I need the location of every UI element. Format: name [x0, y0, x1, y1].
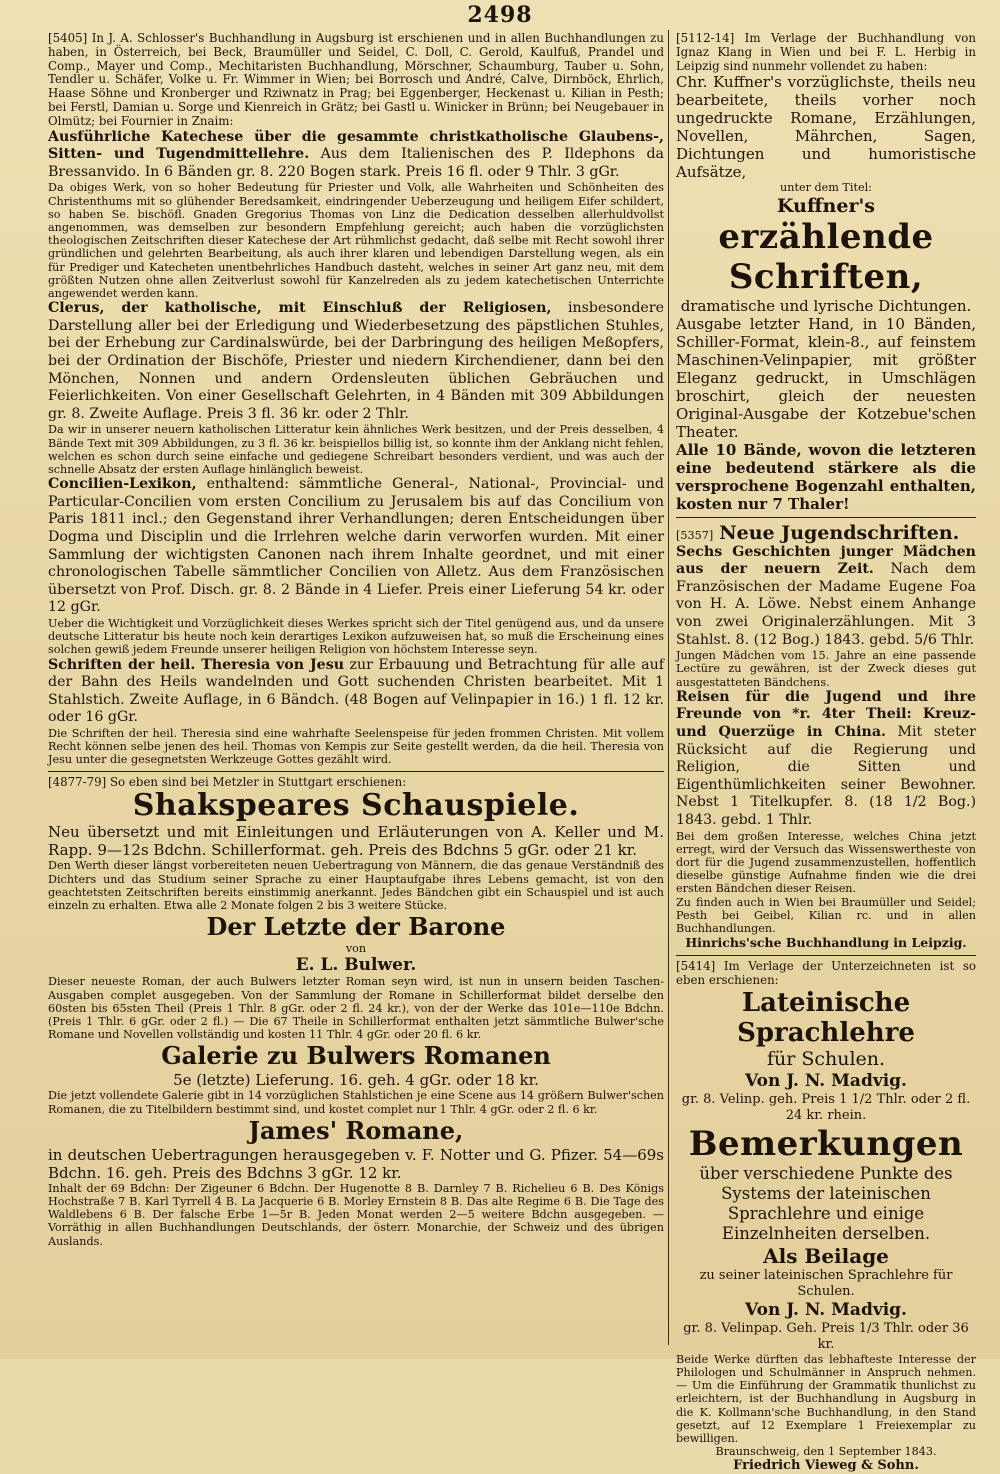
kuffner-name: Kuffner's — [777, 194, 875, 217]
bemerkungen-author: Von J. N. Madvig. — [745, 1299, 907, 1320]
clerus-title: Clerus, der katholische, mit Einschluß der Religiosen, — [48, 300, 552, 317]
bemerkungen-body: über verschiedene Punkte des Systems der lateinischen Sprachlehre und einige Einzelnheiten derselben. — [699, 1163, 953, 1243]
shakspeare-note: Den Werth dieser längst vorbereiteten neuen Uebertragung von Männern, die das genaue Verständniß des Dichters und das Studium seiner Sprache zu einer Hauptaufgabe ihres Lebens gemacht, ist von den geachtetsten Zeitschriften bereits einstimmig anerkannt. Jedes Bändchen gibt ein Schauspiel und ist auch einzeln zu erhalten. Etwa alle 2 Monate folgen 2 bis 3 weitere Stücke. — [48, 859, 664, 912]
divider — [676, 517, 976, 518]
schlosser-intro: [5405] In J. A. Schlosser's Buchhandlung in Augsburg ist erschienen und in allen Buchhandlungen zu haben, in Österreich, bei Beck, Braumüller und Seidel, C. Doll, C. Gerold, Kaulfuß, Prandel und Comp., Mayer und Comp., Mechitaristen Buchhandlung, Mörschner, Schaumburg, Tauber u. Sohn, Tendler u. Schäfer, Volke u. Fr. Wimmer in Wien; bei Borrosch und André, Calve, Dirnböck, Ehrlich, Haase Söhne und Kronberger und Rziwnatz in Prag; bei Eggenberger, Heckenast u. Kilian in Pesth; bei Ferstl, Damian u. Sorge und Kienreich in Grätz; bei Gastl u. Winicker in Brünn; bei Neugebauer in Olmütz; bei Fournier in Znaim: — [48, 31, 664, 128]
james-body: in deutschen Uebertragungen herausgegeben v. F. Notter und G. Pfizer. 54—69s Bdchn. 16. geh. Preis des Bdchns 3 gGr. 12 kr. — [48, 1145, 664, 1182]
kuffner-title: erzählende Schriften, — [718, 216, 934, 297]
reisen-body: Mit steter Rücksicht auf die Regierung und Religion, die Sitten und Eigenthümlichkeiten seiner Bewohner. Nebst 1 Titelkupfer. 8. (18 1/2 Bog.) 1843. gebd. 1 Thlr. — [676, 723, 976, 828]
klang-advert — [676, 32, 976, 513]
barone-title: Der Letzte der Barone — [206, 912, 506, 942]
beilage-sub: zu seiner lateinischen Sprachlehre für Schulen. — [699, 1267, 953, 1299]
barone-von: von — [345, 942, 367, 956]
clerus-note: Da wir in unserer neuern katholischen Litteratur kein ähnliches Werk besitzen, und der Preis desselben, 4 Bände Text mit 309 Abbildungen, zu 3 fl. 36 kr. beispiellos billig ist, so konnte ihm der Anklang nicht fehlen, welchen es schon durch seine einfache und gediegene Schreibart besonders verdient, und was auch der schnelle Absatz der ersten Auflage hinlänglich beweist. — [48, 423, 664, 476]
galerie-body: 5e (letzte) Lieferung. 16. geh. 4 gGr. oder 18 kr. — [173, 1071, 539, 1090]
reisen-title: Reisen für die Jugend und ihre Freunde von *r. 4ter Theil: Kreuz- und Querzüge in China. — [676, 688, 976, 740]
concilien-body: enthaltend: sämmtliche General-, National-, Provincial- und Particular-Concilien vom ersten Concilium zu Jerusalem bis auf das Concilium von Paris 1811 incl.; den Gegenstand ihrer Verhandlungen; deren Entscheidungen über Dogma und Disciplin und die Irrlehren welche darin verworfen wurden. Mit einer Sammlung der wichtigsten Canonen nach ihrem Inhalte geordnet, und mit einer chronologischen Tabelle sämmtlicher Concilien von Alletz. Aus dem Französischen übersetzt von Prof. Disch. gr. 8. 2 Bände in 4 Liefer. Preis einer Lieferung 54 kr. oder 12 gGr. — [48, 476, 664, 616]
klang-unter: unter dem Titel: — [780, 181, 872, 195]
reisen-note: Bei dem großen Interesse, welches China jetzt erregt, wird der Versuch das Wissenswertheste von dort für die Jugend zusammenzustellen, hoffentlich dieselbe günstige Aufnahme finden wie die drei ersten Bändchen dieser Reisen. — [676, 829, 976, 896]
theresia-note: Die Schriften der heil. Theresia sind eine wahrhafte Seelenspeise für jeden frommen Christen. Mit vollem Recht können selbe jenen des heil. Thomas von Kempis zur Seite gestellt werden, da die heil. Theresia von Jesu unter die gesegnetsten Werkzeuge Gottes gezählt wird. — [48, 726, 664, 767]
james-title: James' Romane, — [248, 1115, 464, 1145]
barone-note: Dieser neueste Roman, der auch Bulwers letzter Roman seyn wird, ist nun in unsern beiden Taschen-Ausgaben complet ausgegeben. Von der Sammlung der Romane in Schillerformat bildet derselbe den 60sten bis 65sten Theil (Preis 1 Thlr. 8 gGr. oder 2 fl. 24 kr.), von der der Werke das 101e—110e Bdchn. (Preis 1 Thlr. 6 gGr. oder 2 fl.) — Die 67 Theile in Schillerformat enthalten jetzt sämmtliche Bulwer'sche Romane und Novellen vollständig und kosten 11 Thlr. 4 gGr. oder 20 fl. 6 kr. — [48, 975, 664, 1042]
vieweg-intro: [5414] Im Verlage der Unterzeichneten ist so eben erschienen: — [676, 959, 976, 987]
klang-intro: [5112-14] Im Verlage der Buchhandlung von Ignaz Klang in Wien und bei F. L. Herbig in Leipzig sind nunmehr vollendet zu haben: — [676, 31, 976, 73]
right-column — [676, 32, 976, 1474]
jugend-title: Neue Jugendschriften. — [719, 521, 960, 544]
divider — [48, 771, 664, 772]
reisen-note2: Zu finden auch in Wien bei Braumüller und Seidel; Pesth bei Geibel, Kilian rc. und in allen Buchhandlungen. — [676, 895, 976, 935]
katechese-body: Aus dem Italienischen des P. Ildephons da Bressanvido. In 6 Bänden gr. 8. 220 Bogen stark. Preis 16 fl. oder 9 Thlr. 3 gGr. — [48, 146, 664, 180]
page-number: 2498 — [467, 2, 533, 28]
sechs-body: Nach dem Französischen der Madame Eugene Foa von H. A. Löwe. Nebst einem Anhange von zwei Originalerzählungen. Mit 3 Stahlst. 8. (12 Bog.) 1843. gebd. 5/6 Thlr. — [676, 561, 976, 648]
james-note: Inhalt der 69 Bdchn: Der Zigeuner 6 Bdchn. Der Hugenotte 8 B. Darnley 7 B. Richelieu 6 B. Des Königs Hochstraße 7 B. Karl Tyrrell 4 B. La Jacquerie 6 B. Morley Ernstein 8 B. Das alte Regime 6 B. Die Tage des Waldlebens 6 B. Der falsche Erbe 1—5r B. Jeden Monat werden 2—5 weitere Bdchn ausgegeben. — Vorräthig in allen Buchhandlungen Deutschlands, der österr. Monarchie, der Schweiz und des übrigen Auslands. — [48, 1181, 664, 1248]
left-column — [48, 32, 664, 1248]
metzler-advert — [48, 776, 664, 1248]
schlosser-advert — [48, 32, 664, 767]
klang-body1: Chr. Kuffner's vorzüglichste, theils neu bearbeitete, theils vorher noch ungedruckte Romane, Erzählungen, Novellen, Mährchen, Sagen, Dichtungen und humoristische Aufsätze, — [676, 73, 976, 182]
concilien-note: Ueber die Wichtigkeit und Vorzüglichkeit dieses Werkes spricht sich der Titel genügend aus, und da unsere deutsche Litteratur bis heute noch kein derartiges Lexikon aufzuweisen hat, so muß die Erscheinung eines solchen gewiß jedem Freunde unserer heiligen Religion von höchstem Interesse seyn. — [48, 616, 664, 657]
vieweg-advert — [676, 960, 976, 1474]
clerus-body: insbesondere Darstellung aller bei der Erledigung und Wiederbesetzung des päpstlichen Stuhles, bei der Erhebung zur Cardinalswürde, bei der Darbringung des heiligen Meßopfers, bei der Ordination der Bischöfe, Priester und niedern Kirchendiener, dann bei den Mönchen, Nonnen und andern Ordensleuten üblichen Gebräuchen und Feierlichkeiten. Von einer Gesellschaft Gelehrten, in 4 Bänden mit 309 Abbildungen gr. 8. Zweite Auflage. Preis 3 fl. 36 kr. oder 2 Thlr. — [48, 300, 665, 422]
bemerkungen-title: Bemerkungen — [688, 1123, 964, 1164]
latein-price: gr. 8. Velinp. geh. Preis 1 1/2 Thlr. oder 2 fl. 24 kr. rhein. — [681, 1091, 971, 1123]
beilage-title: Als Beilage — [763, 1243, 889, 1268]
vieweg-sign: Friedrich Vieweg & Sohn. — [733, 1458, 919, 1474]
jugend-advert — [676, 522, 976, 952]
latein-subtitle: für Schulen. — [766, 1047, 886, 1070]
latein-author: Von J. N. Madvig. — [745, 1070, 907, 1091]
kuffner-sub: dramatische und lyrische Dichtungen. — [680, 296, 972, 315]
barone-author: E. L. Bulwer. — [295, 955, 417, 976]
vieweg-date: Braunschweig, den 1 September 1843. — [715, 1445, 937, 1459]
klang-body2: Ausgabe letzter Hand, in 10 Bänden, Schiller-Format, klein-8., auf feinstem Maschinen-Velinpapier, mit größter Eleganz gedruckt, in Umschlägen broschirt, gleich der neuesten Original-Ausgabe der Kotzebue'schen Theater. — [676, 314, 976, 441]
concilien-title: Concilien-Lexikon, — [48, 476, 197, 493]
latein-title: Lateinische Sprachlehre — [737, 987, 915, 1048]
vieweg-note: Beide Werke dürften das lebhafteste Interesse der Philologen und Schulmänner in Anspruch nehmen. — Um die Einführung der Grammatik thunlichst zu erleichtern, ist der Buchhandlung in Augsburg in die K. Kollmann'sche Buchhandlung, in den Stand gesetzt, auf 12 Exemplare 1 Freiexemplar zu bewilligen. — [676, 1352, 976, 1445]
shakspeare-body: Neu übersetzt und mit Einleitungen und Erläuterungen von A. Keller und M. Rapp. 9—12s Bdchn. Schillerformat. geh. Preis des Bdchns 5 gGr. oder 21 kr. — [48, 823, 664, 860]
theresia-body: zur Erbauung und Betrachtung für alle auf der Bahn des Heils wandelnden und Gott suchenden Christen bearbeitet. Mit 1 Stahlstich. Zweite Auflage, in 6 Bändch. (48 Bogen auf Velinpapier in 16.) 1 fl. 12 kr. oder 16 gGr. — [48, 656, 664, 726]
shakspeare-title: Shakspeares Schauspiele. — [132, 788, 580, 824]
jugend-number: [5357] — [676, 528, 714, 542]
katechese-title: Ausführliche Katechese über die gesammte christkatholische Glaubens-, Sitten- und Tugendmittellehre. — [48, 128, 664, 163]
klang-body3: Alle 10 Bände, wovon die letzteren eine bedeutend stärkere als die versprochene Bogenzahl enthalten, kosten nur 7 Thaler! — [676, 440, 976, 513]
katechese-note: Da obiges Werk, von so hoher Bedeutung für Priester und Volk, alle Wahrheiten und Schönheiten des Christenthums mit so glühender Beredsamkeit, eindringender Ueberzeugung und heiligem Eifer schildert, so haben Se. bischöfl. Gnaden Gregorius Thomas von Linz die Dedication desselben allerhuldvollst angenommen, was demselben zur besondern Empfehlung gereicht; auch haben die vorzüglichsten theologischen Zeitschriften dieser Katechese der Art rühmlichst gedacht, daß selbe mit Recht sowohl ihrer gründlichen und gelehrten Bearbeitung, als auch ihrer klaren und lebendigen Darstellung wegen, als ein für Prediger und Katecheten unentbehrliches Handbuch dasteht, welches in seiner Art ganz neu, mit dem größten Nutzen ohne allen Zeitverlust sowohl für Kanzelreden als zu jedem katechetischen Unterrichte angewendet werden kann. — [48, 181, 664, 300]
sechs-note: Jungen Mädchen vom 15. Jahre an eine passende Lectüre zu gewähren, ist der Zweck dieses gut ausgestatteten Bändchens. — [676, 649, 976, 689]
theresia-title: Schriften der heil. Theresia von Jesu — [48, 656, 345, 673]
galerie-note: Die jetzt vollendete Galerie gibt in 14 vorzüglichen Stahlstichen je eine Scene aus 14 größern Bulwer'schen Romanen, die zu Titelbildern bestimmt sind, und kostet complet nur 1 Thlr. 4 gGr. oder 2 fl. 6 kr. — [48, 1089, 664, 1116]
sechs-title: Sechs Geschichten junger Mädchen aus der neuern Zeit. — [676, 543, 976, 578]
column-rule — [668, 30, 669, 1345]
bemerkungen-price: gr. 8. Velinpap. Geh. Preis 1/3 Thlr. oder 36 kr. — [683, 1320, 969, 1352]
metzler-intro: [4877-79] So eben sind bei Metzler in Stuttgart erschienen: — [48, 774, 407, 789]
galerie-title: Galerie zu Bulwers Romanen — [161, 1041, 551, 1071]
hinrichs-sign: Hinrichs'sche Buchhandlung in Leipzig. — [685, 935, 967, 951]
divider — [676, 955, 976, 956]
